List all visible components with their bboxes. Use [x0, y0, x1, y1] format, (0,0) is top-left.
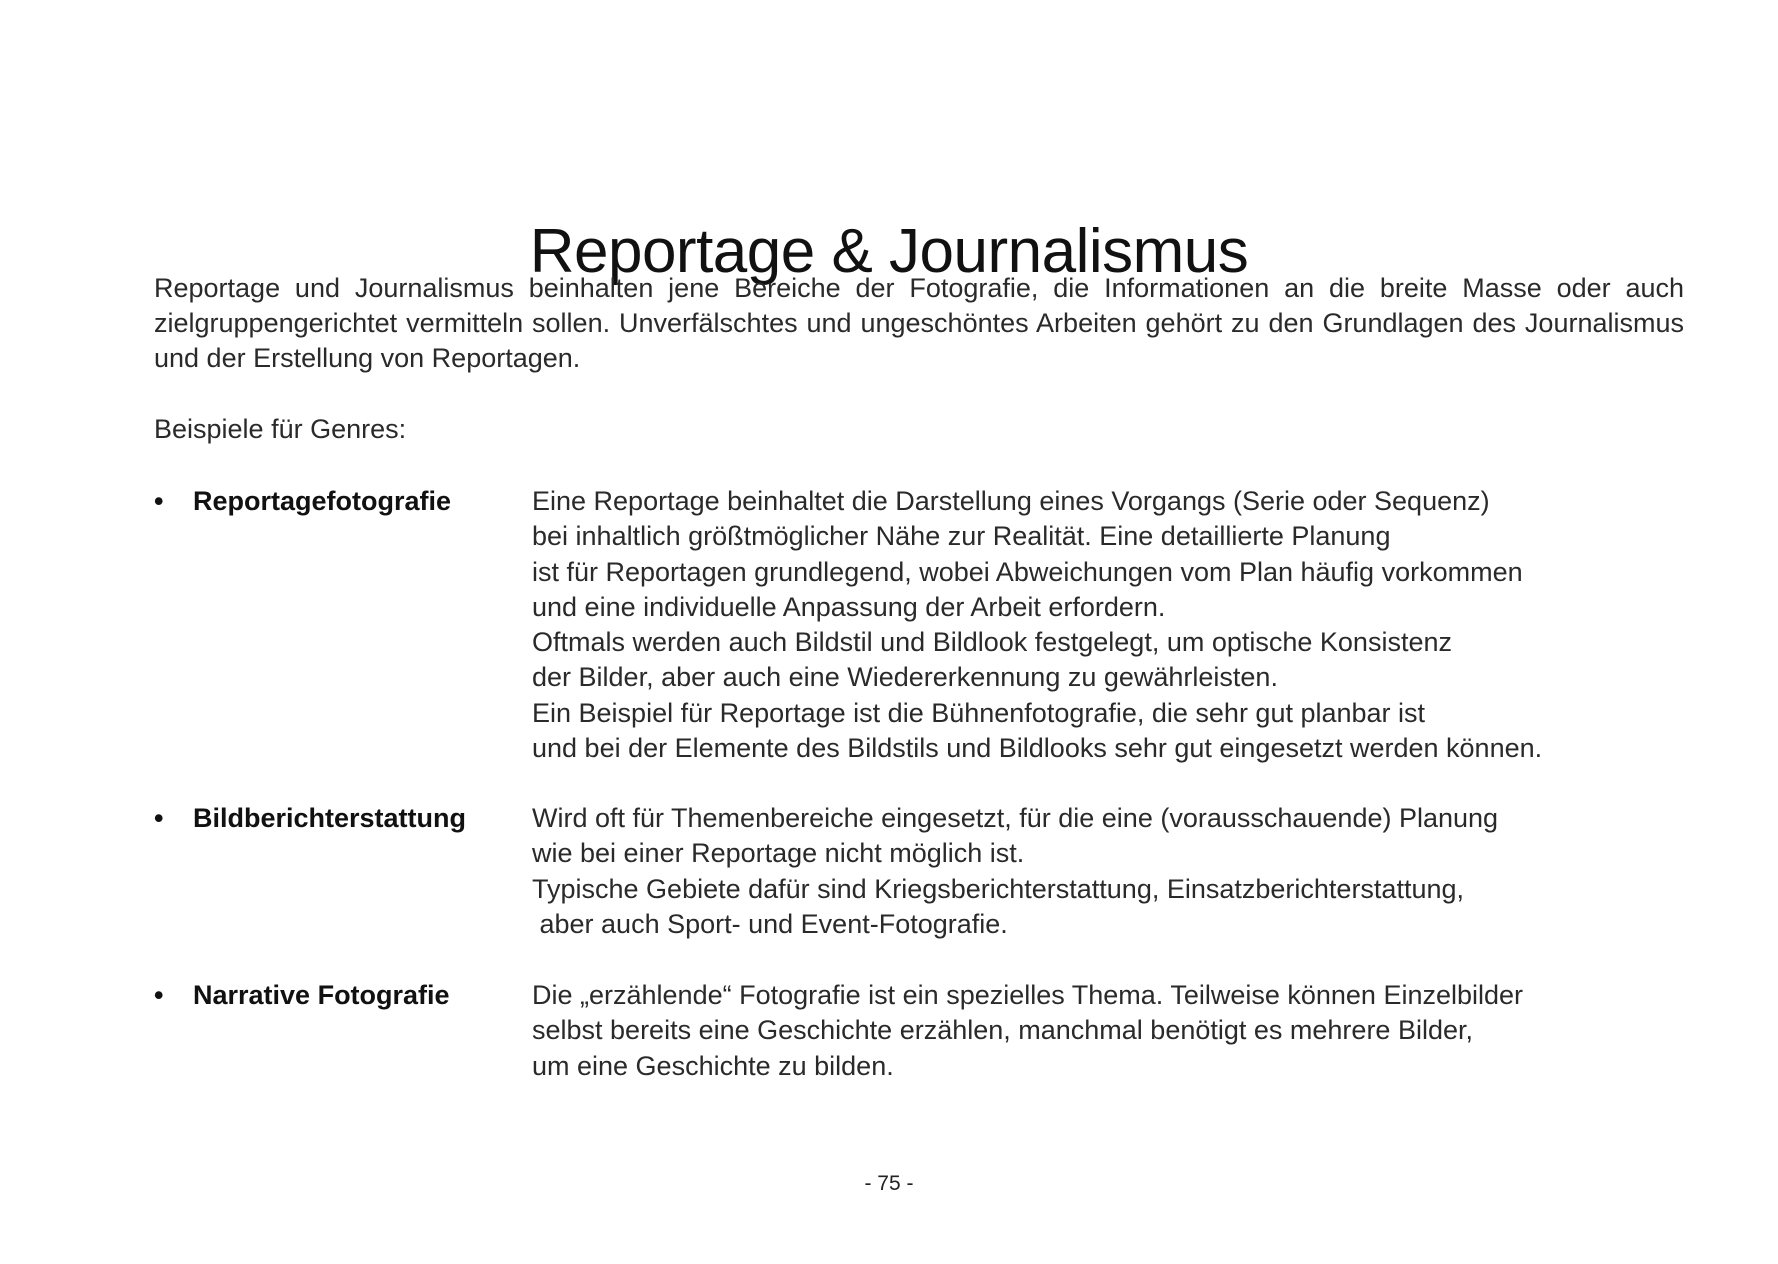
description-line: Typische Gebiete dafür sind Kriegsberichterstattung, Einsatzberichterstattung,: [532, 873, 1465, 904]
description-line: Eine Reportage beinhaltet die Darstellung eines Vorgangs (Serie oder Sequenz): [532, 486, 1490, 516]
genre-name: Reportagefotografie: [193, 486, 452, 516]
bullet-icon: •: [154, 803, 164, 833]
page-number: - 75 -: [864, 1172, 914, 1195]
genre-description: [532, 484, 1672, 766]
bullet-icon: •: [154, 486, 164, 516]
description-line: um eine Geschichte zu bilden.: [532, 1050, 894, 1081]
examples-label: Beispiele für Genres:: [154, 414, 407, 444]
description-line: bei inhaltlich größtmöglicher Nähe zur Realität. Eine detaillierte Planung: [532, 521, 1391, 552]
page-title: Reportage & Journalismus: [529, 216, 1249, 286]
bullet-icon: •: [154, 980, 164, 1010]
genre-name: Bildberichterstattung: [193, 803, 467, 833]
genre-description: [532, 801, 1672, 942]
description-line: Wird oft für Themenbereiche eingesetzt, für die eine (vorausschauende) Planung: [532, 803, 1499, 833]
description-line: selbst bereits eine Geschichte erzählen, manchmal benötigt es mehrere Bilder,: [532, 1015, 1473, 1046]
intro-paragraph: Reportage und Journalismus beinhalten jene Bereiche der Fotografie, die Informationen an die breite Masse oder auch zielgruppengerichtet vermitteln sollen. Unverfälschtes und ungeschöntes Arbeiten gehört zu den Grundlagen des Journalismus und der Erstellung von Reportagen.: [154, 273, 1684, 373]
description-line: der Bilder, aber auch eine Wiedererkennung zu gewährleisten.: [532, 662, 1278, 693]
description-line: wie bei einer Reportage nicht möglich ist.: [532, 838, 1025, 869]
description-line: aber auch Sport- und Event-Fotografie.: [532, 908, 1008, 939]
genre-description: [532, 978, 1672, 1084]
genre-name: Narrative Fotografie: [193, 980, 450, 1010]
description-line: Ein Beispiel für Reportage ist die Bühnenfotografie, die sehr gut planbar ist: [532, 697, 1426, 728]
description-line: Oftmals werden auch Bildstil und Bildlook festgelegt, um optische Konsistenz: [532, 627, 1452, 658]
description-line: ist für Reportagen grundlegend, wobei Abweichungen vom Plan häufig vorkommen: [532, 556, 1523, 587]
description-line: und bei der Elemente des Bildstils und Bildlooks sehr gut eingesetzt werden können.: [532, 733, 1543, 764]
description-line: und eine individuelle Anpassung der Arbeit erfordern.: [532, 591, 1166, 622]
description-line: Die „erzählende“ Fotografie ist ein spezielles Thema. Teilweise können Einzelbilder: [532, 980, 1524, 1010]
